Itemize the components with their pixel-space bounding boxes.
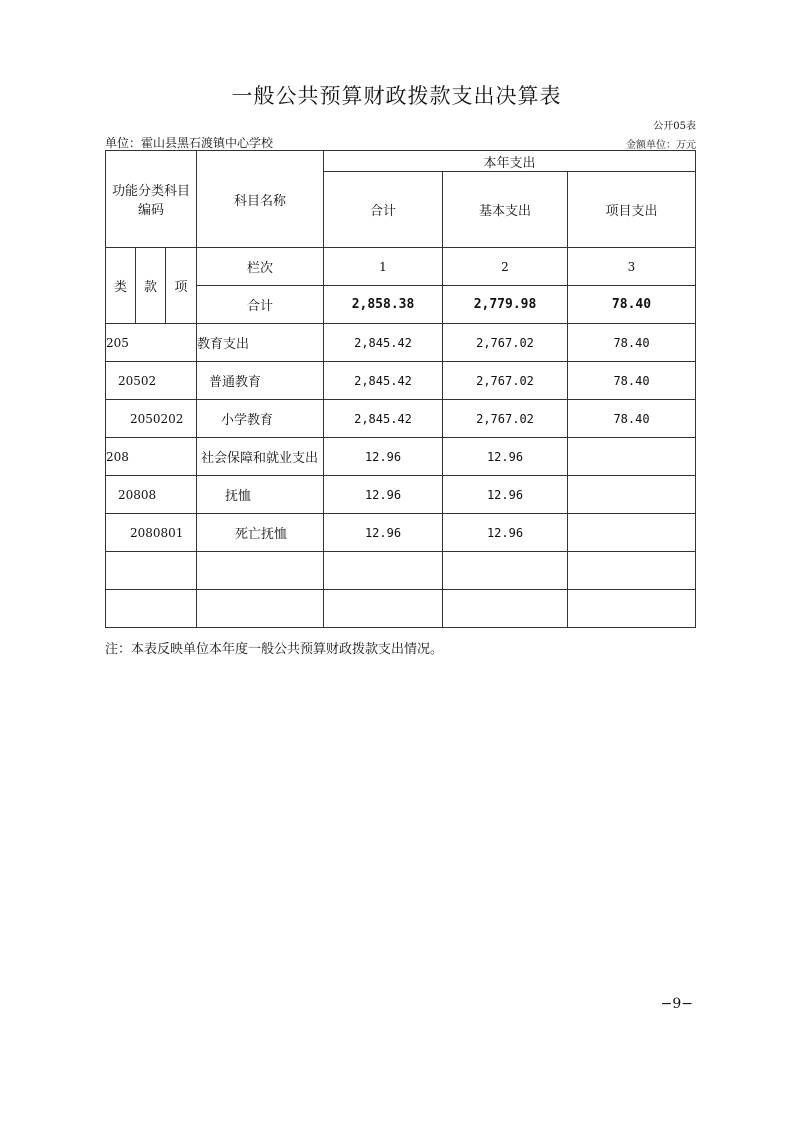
row-total: 2,845.42: [324, 400, 443, 438]
unit-label: 单位：霍山县黑石渡镇中心学校: [105, 136, 274, 150]
empty-cell: [106, 590, 197, 628]
row-project: [568, 514, 696, 552]
row-code: 20808: [106, 476, 197, 514]
row-project: [568, 476, 696, 514]
row-name: 抚恤: [197, 476, 324, 514]
total-row-label: 合计: [197, 286, 324, 324]
row-code: 2050202: [106, 400, 197, 438]
row-project: [568, 438, 696, 476]
table-row: [106, 438, 696, 476]
row-total: 12.96: [324, 476, 443, 514]
row-name: 社会保障和就业支出: [197, 438, 324, 476]
row-basic: 12.96: [443, 476, 568, 514]
empty-cell: [197, 552, 324, 590]
table-row: [106, 324, 696, 362]
row-name: 小学教育: [197, 400, 324, 438]
row-project: 78.40: [568, 362, 696, 400]
xiang-header: 项: [166, 248, 197, 324]
row-total: 12.96: [324, 438, 443, 476]
lei-header: 类: [106, 248, 136, 324]
expenditure-table: [105, 150, 696, 628]
table-row: [106, 476, 696, 514]
row-total: 2,845.42: [324, 324, 443, 362]
col-index-2: 2: [443, 248, 568, 286]
page-number: −9−: [660, 996, 693, 1012]
row-code: 205: [106, 324, 197, 362]
row-project: 78.40: [568, 400, 696, 438]
project-header: 项目支出: [568, 172, 696, 248]
func-code-header: 功能分类科目编码: [106, 151, 197, 248]
empty-cell: [568, 552, 696, 590]
row-total: 12.96: [324, 514, 443, 552]
row-name: 普通教育: [197, 362, 324, 400]
column-index-row: [106, 248, 696, 286]
lanci-label: 栏次: [197, 248, 324, 286]
basic-header: 基本支出: [443, 172, 568, 248]
row-name: 教育支出: [197, 324, 324, 362]
empty-cell: [443, 590, 568, 628]
empty-cell: [324, 590, 443, 628]
empty-row: [106, 552, 696, 590]
page-title: 一般公共预算财政拨款支出决算表: [231, 84, 562, 108]
header-row-1: [106, 151, 696, 172]
total-row-total: 2,858.38: [324, 286, 443, 324]
empty-cell: [106, 552, 197, 590]
table-row: [106, 514, 696, 552]
row-code: 208: [106, 438, 197, 476]
row-basic: 12.96: [443, 514, 568, 552]
row-name: 死亡抚恤: [197, 514, 324, 552]
form-number: 公开05表: [653, 121, 696, 132]
table-note: 注：本表反映单位本年度一般公共预算财政拨款支出情况。: [105, 642, 444, 657]
total-row-basic: 2,779.98: [443, 286, 568, 324]
row-basic: 2,767.02: [443, 324, 568, 362]
col-index-3: 3: [568, 248, 696, 286]
empty-cell: [443, 552, 568, 590]
kuan-header: 款: [136, 248, 166, 324]
total-row-project: 78.40: [568, 286, 696, 324]
row-basic: 12.96: [443, 438, 568, 476]
row-code: 2080801: [106, 514, 197, 552]
table-row: [106, 400, 696, 438]
amount-unit-label: 金额单位：万元: [626, 140, 696, 151]
empty-cell: [324, 552, 443, 590]
row-basic: 2,767.02: [443, 400, 568, 438]
col-index-1: 1: [324, 248, 443, 286]
row-project: 78.40: [568, 324, 696, 362]
row-basic: 2,767.02: [443, 362, 568, 400]
subject-name-header: 科目名称: [197, 151, 324, 248]
empty-row: [106, 590, 696, 628]
row-total: 2,845.42: [324, 362, 443, 400]
current-year-header: 本年支出: [324, 151, 696, 172]
table-row: [106, 362, 696, 400]
empty-cell: [568, 590, 696, 628]
row-code: 20502: [106, 362, 197, 400]
total-header: 合计: [324, 172, 443, 248]
empty-cell: [197, 590, 324, 628]
